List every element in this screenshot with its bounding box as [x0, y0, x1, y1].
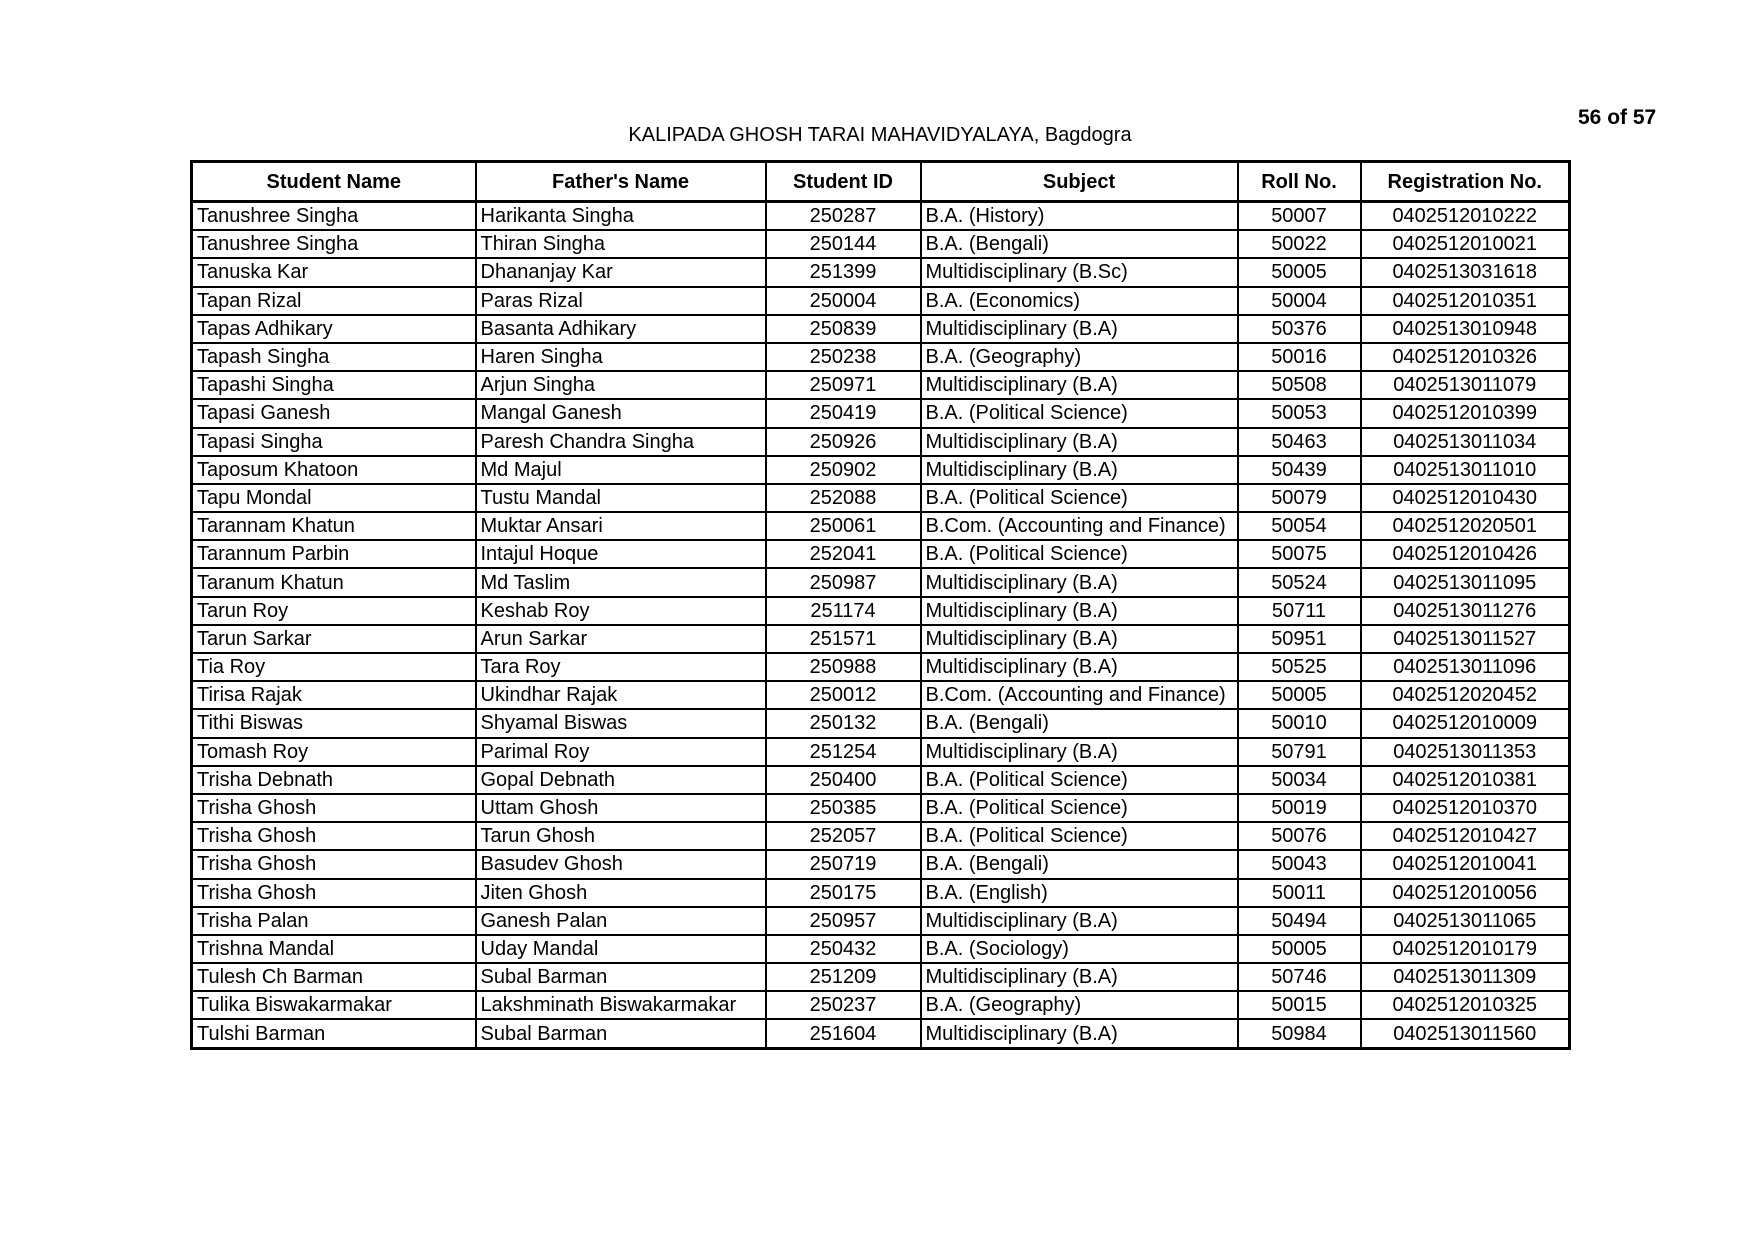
registration-no-cell: 0402512020452 — [1361, 681, 1570, 709]
subject-cell: B.A. (Political Science) — [921, 484, 1238, 512]
student-name-cell: Tulesh Ch Barman — [192, 963, 476, 991]
fathers-name-cell: Arun Sarkar — [476, 625, 766, 653]
fathers-name-cell: Subal Barman — [476, 963, 766, 991]
roll-no-cell: 50034 — [1238, 766, 1361, 794]
table-row — [192, 709, 1570, 737]
registration-no-cell: 0402513011079 — [1361, 371, 1570, 399]
roll-no-cell: 50791 — [1238, 738, 1361, 766]
student-name-cell: Tapashi Singha — [192, 371, 476, 399]
table-row — [192, 343, 1570, 371]
student-name-cell: Taposum Khatoon — [192, 456, 476, 484]
fathers-name-cell: Tustu Mandal — [476, 484, 766, 512]
fathers-name-cell: Haren Singha — [476, 343, 766, 371]
roll-no-cell: 50053 — [1238, 399, 1361, 427]
student-id-cell: 250432 — [766, 935, 921, 963]
table-row — [192, 371, 1570, 399]
table-row — [192, 822, 1570, 850]
student-name-cell: Tarannam Khatun — [192, 512, 476, 540]
student-name-cell: Tapan Rizal — [192, 287, 476, 315]
student-id-cell: 252088 — [766, 484, 921, 512]
subject-cell: B.A. (Sociology) — [921, 935, 1238, 963]
subject-cell: B.A. (Geography) — [921, 991, 1238, 1019]
subject-cell: B.A. (Economics) — [921, 287, 1238, 315]
student-name-cell: Tapas Adhikary — [192, 315, 476, 343]
roll-no-cell: 50005 — [1238, 681, 1361, 709]
table-header-row — [192, 162, 1570, 202]
fathers-name-cell: Md Majul — [476, 456, 766, 484]
subject-cell: B.A. (Bengali) — [921, 709, 1238, 737]
roll-no-cell: 50054 — [1238, 512, 1361, 540]
table-row — [192, 738, 1570, 766]
table-row — [192, 850, 1570, 878]
table-row — [192, 625, 1570, 653]
table-row — [192, 653, 1570, 681]
fathers-name-cell: Gopal Debnath — [476, 766, 766, 794]
registration-no-cell: 0402513011065 — [1361, 907, 1570, 935]
registration-no-cell: 0402512010430 — [1361, 484, 1570, 512]
fathers-name-cell: Intajul Hoque — [476, 540, 766, 568]
fathers-name-cell: Uday Mandal — [476, 935, 766, 963]
roll-no-cell: 50022 — [1238, 230, 1361, 258]
student-id-cell: 250839 — [766, 315, 921, 343]
student-name-cell: Tarun Sarkar — [192, 625, 476, 653]
column-header-student-name: Student Name — [192, 162, 476, 202]
student-id-cell: 250957 — [766, 907, 921, 935]
student-id-cell: 250144 — [766, 230, 921, 258]
column-header-subject: Subject — [921, 162, 1238, 202]
student-id-cell: 250004 — [766, 287, 921, 315]
roll-no-cell: 50076 — [1238, 822, 1361, 850]
student-roster-table — [190, 160, 1571, 1050]
roll-no-cell: 50079 — [1238, 484, 1361, 512]
student-id-cell: 250988 — [766, 653, 921, 681]
student-id-cell: 250385 — [766, 794, 921, 822]
roll-no-cell: 50005 — [1238, 935, 1361, 963]
registration-no-cell: 0402513010948 — [1361, 315, 1570, 343]
student-name-cell: Tithi Biswas — [192, 709, 476, 737]
fathers-name-cell: Paras Rizal — [476, 287, 766, 315]
page-number: 56 of 57 — [1578, 106, 1657, 129]
student-name-cell: Tapasi Singha — [192, 428, 476, 456]
document-title: KALIPADA GHOSH TARAI MAHAVIDYALAYA, Bagdogra — [628, 124, 1132, 146]
subject-cell: Multidisciplinary (B.A) — [921, 738, 1238, 766]
student-name-cell: Trishna Mandal — [192, 935, 476, 963]
table-row — [192, 681, 1570, 709]
fathers-name-cell: Thiran Singha — [476, 230, 766, 258]
subject-cell: B.Com. (Accounting and Finance) — [921, 512, 1238, 540]
student-name-cell: Trisha Ghosh — [192, 822, 476, 850]
fathers-name-cell: Subal Barman — [476, 1019, 766, 1048]
fathers-name-cell: Keshab Roy — [476, 597, 766, 625]
subject-cell: Multidisciplinary (B.A) — [921, 371, 1238, 399]
column-header-registration-no: Registration No. — [1361, 162, 1570, 202]
subject-cell: B.A. (Political Science) — [921, 766, 1238, 794]
table-row — [192, 202, 1570, 231]
student-id-cell: 250012 — [766, 681, 921, 709]
table-row — [192, 230, 1570, 258]
registration-no-cell: 0402512010370 — [1361, 794, 1570, 822]
subject-cell: Multidisciplinary (B.A) — [921, 907, 1238, 935]
registration-no-cell: 0402512010399 — [1361, 399, 1570, 427]
student-name-cell: Trisha Ghosh — [192, 879, 476, 907]
registration-no-cell: 0402513011560 — [1361, 1019, 1570, 1048]
student-id-cell: 251399 — [766, 258, 921, 286]
student-name-cell: Tomash Roy — [192, 738, 476, 766]
student-id-cell: 251174 — [766, 597, 921, 625]
fathers-name-cell: Mangal Ganesh — [476, 399, 766, 427]
registration-no-cell: 0402512010351 — [1361, 287, 1570, 315]
column-header-student-id: Student ID — [766, 162, 921, 202]
fathers-name-cell: Harikanta Singha — [476, 202, 766, 231]
roll-no-cell: 50508 — [1238, 371, 1361, 399]
registration-no-cell: 0402513011096 — [1361, 653, 1570, 681]
table-row — [192, 963, 1570, 991]
column-header-roll-no: Roll No. — [1238, 162, 1361, 202]
table-row — [192, 484, 1570, 512]
student-name-cell: Tarun Roy — [192, 597, 476, 625]
registration-no-cell: 0402512010325 — [1361, 991, 1570, 1019]
registration-no-cell: 0402512020501 — [1361, 512, 1570, 540]
fathers-name-cell: Arjun Singha — [476, 371, 766, 399]
table-row — [192, 456, 1570, 484]
roll-no-cell: 50007 — [1238, 202, 1361, 231]
roll-no-cell: 50015 — [1238, 991, 1361, 1019]
table-row — [192, 794, 1570, 822]
student-id-cell: 250400 — [766, 766, 921, 794]
table-row — [192, 540, 1570, 568]
registration-no-cell: 0402512010041 — [1361, 850, 1570, 878]
student-name-cell: Tapu Mondal — [192, 484, 476, 512]
student-id-cell: 250971 — [766, 371, 921, 399]
student-id-cell: 250926 — [766, 428, 921, 456]
student-name-cell: Tapasi Ganesh — [192, 399, 476, 427]
registration-no-cell: 0402512010009 — [1361, 709, 1570, 737]
table-row — [192, 991, 1570, 1019]
registration-no-cell: 0402513031618 — [1361, 258, 1570, 286]
roll-no-cell: 50011 — [1238, 879, 1361, 907]
fathers-name-cell: Jiten Ghosh — [476, 879, 766, 907]
subject-cell: Multidisciplinary (B.A) — [921, 315, 1238, 343]
fathers-name-cell: Basudev Ghosh — [476, 850, 766, 878]
fathers-name-cell: Tarun Ghosh — [476, 822, 766, 850]
registration-no-cell: 0402513011309 — [1361, 963, 1570, 991]
fathers-name-cell: Basanta Adhikary — [476, 315, 766, 343]
subject-cell: B.A. (English) — [921, 879, 1238, 907]
subject-cell: B.A. (Political Science) — [921, 540, 1238, 568]
registration-no-cell: 0402512010179 — [1361, 935, 1570, 963]
roll-no-cell: 50984 — [1238, 1019, 1361, 1048]
student-name-cell: Tanuska Kar — [192, 258, 476, 286]
table-row — [192, 428, 1570, 456]
registration-no-cell: 0402512010381 — [1361, 766, 1570, 794]
table-row — [192, 315, 1570, 343]
registration-no-cell: 0402512010427 — [1361, 822, 1570, 850]
table-row — [192, 907, 1570, 935]
subject-cell: Multidisciplinary (B.A) — [921, 1019, 1238, 1048]
student-name-cell: Trisha Palan — [192, 907, 476, 935]
roll-no-cell: 50376 — [1238, 315, 1361, 343]
student-id-cell: 251604 — [766, 1019, 921, 1048]
student-name-cell: Tanushree Singha — [192, 230, 476, 258]
student-id-cell: 251209 — [766, 963, 921, 991]
student-name-cell: Tapash Singha — [192, 343, 476, 371]
student-id-cell: 250902 — [766, 456, 921, 484]
roll-no-cell: 50004 — [1238, 287, 1361, 315]
fathers-name-cell: Tara Roy — [476, 653, 766, 681]
roll-no-cell: 50951 — [1238, 625, 1361, 653]
table-row — [192, 935, 1570, 963]
student-id-cell: 250175 — [766, 879, 921, 907]
subject-cell: B.A. (Political Science) — [921, 794, 1238, 822]
registration-no-cell: 0402513011276 — [1361, 597, 1570, 625]
fathers-name-cell: Paresh Chandra Singha — [476, 428, 766, 456]
fathers-name-cell: Dhananjay Kar — [476, 258, 766, 286]
registration-no-cell: 0402513011353 — [1361, 738, 1570, 766]
student-name-cell: Tia Roy — [192, 653, 476, 681]
registration-no-cell: 0402513011095 — [1361, 568, 1570, 596]
student-name-cell: Tirisa Rajak — [192, 681, 476, 709]
roll-no-cell: 50525 — [1238, 653, 1361, 681]
fathers-name-cell: Ganesh Palan — [476, 907, 766, 935]
roll-no-cell: 50075 — [1238, 540, 1361, 568]
student-id-cell: 251571 — [766, 625, 921, 653]
registration-no-cell: 0402512010326 — [1361, 343, 1570, 371]
roll-no-cell: 50005 — [1238, 258, 1361, 286]
subject-cell: B.A. (Political Science) — [921, 822, 1238, 850]
subject-cell: Multidisciplinary (B.A) — [921, 456, 1238, 484]
student-id-cell: 250061 — [766, 512, 921, 540]
subject-cell: Multidisciplinary (B.A) — [921, 428, 1238, 456]
subject-cell: Multidisciplinary (B.A) — [921, 963, 1238, 991]
roll-no-cell: 50524 — [1238, 568, 1361, 596]
student-id-cell: 250132 — [766, 709, 921, 737]
registration-no-cell: 0402513011010 — [1361, 456, 1570, 484]
registration-no-cell: 0402512010056 — [1361, 879, 1570, 907]
roll-no-cell: 50463 — [1238, 428, 1361, 456]
student-id-cell: 250237 — [766, 991, 921, 1019]
table-body — [192, 202, 1570, 1049]
registration-no-cell: 0402513011034 — [1361, 428, 1570, 456]
student-name-cell: Tarannum Parbin — [192, 540, 476, 568]
student-id-cell: 250287 — [766, 202, 921, 231]
roll-no-cell: 50016 — [1238, 343, 1361, 371]
subject-cell: Multidisciplinary (B.A) — [921, 653, 1238, 681]
roll-no-cell: 50043 — [1238, 850, 1361, 878]
fathers-name-cell: Uttam Ghosh — [476, 794, 766, 822]
student-id-cell: 251254 — [766, 738, 921, 766]
registration-no-cell: 0402512010426 — [1361, 540, 1570, 568]
student-id-cell: 250987 — [766, 568, 921, 596]
table-row — [192, 879, 1570, 907]
roll-no-cell: 50010 — [1238, 709, 1361, 737]
fathers-name-cell: Lakshminath Biswakarmakar — [476, 991, 766, 1019]
roll-no-cell: 50494 — [1238, 907, 1361, 935]
roll-no-cell: 50019 — [1238, 794, 1361, 822]
subject-cell: B.A. (Political Science) — [921, 399, 1238, 427]
registration-no-cell: 0402512010222 — [1361, 202, 1570, 231]
table-row — [192, 1019, 1570, 1048]
student-name-cell: Tulika Biswakarmakar — [192, 991, 476, 1019]
subject-cell: B.A. (History) — [921, 202, 1238, 231]
subject-cell: B.A. (Geography) — [921, 343, 1238, 371]
table-row — [192, 287, 1570, 315]
table-row — [192, 258, 1570, 286]
table-row — [192, 399, 1570, 427]
student-id-cell: 250419 — [766, 399, 921, 427]
table-row — [192, 568, 1570, 596]
student-id-cell: 252041 — [766, 540, 921, 568]
subject-cell: B.A. (Bengali) — [921, 230, 1238, 258]
table-row — [192, 766, 1570, 794]
fathers-name-cell: Ukindhar Rajak — [476, 681, 766, 709]
student-name-cell: Tulshi Barman — [192, 1019, 476, 1048]
roll-no-cell: 50746 — [1238, 963, 1361, 991]
roll-no-cell: 50711 — [1238, 597, 1361, 625]
student-name-cell: Trisha Debnath — [192, 766, 476, 794]
student-name-cell: Tanushree Singha — [192, 202, 476, 231]
subject-cell: Multidisciplinary (B.A) — [921, 625, 1238, 653]
subject-cell: B.A. (Bengali) — [921, 850, 1238, 878]
table-row — [192, 512, 1570, 540]
table-row — [192, 597, 1570, 625]
subject-cell: Multidisciplinary (B.Sc) — [921, 258, 1238, 286]
fathers-name-cell: Parimal Roy — [476, 738, 766, 766]
student-id-cell: 250238 — [766, 343, 921, 371]
student-id-cell: 250719 — [766, 850, 921, 878]
subject-cell: Multidisciplinary (B.A) — [921, 568, 1238, 596]
student-name-cell: Trisha Ghosh — [192, 794, 476, 822]
student-id-cell: 252057 — [766, 822, 921, 850]
roll-no-cell: 50439 — [1238, 456, 1361, 484]
column-header-fathers-name: Father's Name — [476, 162, 766, 202]
registration-no-cell: 0402513011527 — [1361, 625, 1570, 653]
student-name-cell: Trisha Ghosh — [192, 850, 476, 878]
fathers-name-cell: Muktar Ansari — [476, 512, 766, 540]
fathers-name-cell: Md Taslim — [476, 568, 766, 596]
student-name-cell: Taranum Khatun — [192, 568, 476, 596]
fathers-name-cell: Shyamal Biswas — [476, 709, 766, 737]
subject-cell: B.Com. (Accounting and Finance) — [921, 681, 1238, 709]
subject-cell: Multidisciplinary (B.A) — [921, 597, 1238, 625]
registration-no-cell: 0402512010021 — [1361, 230, 1570, 258]
